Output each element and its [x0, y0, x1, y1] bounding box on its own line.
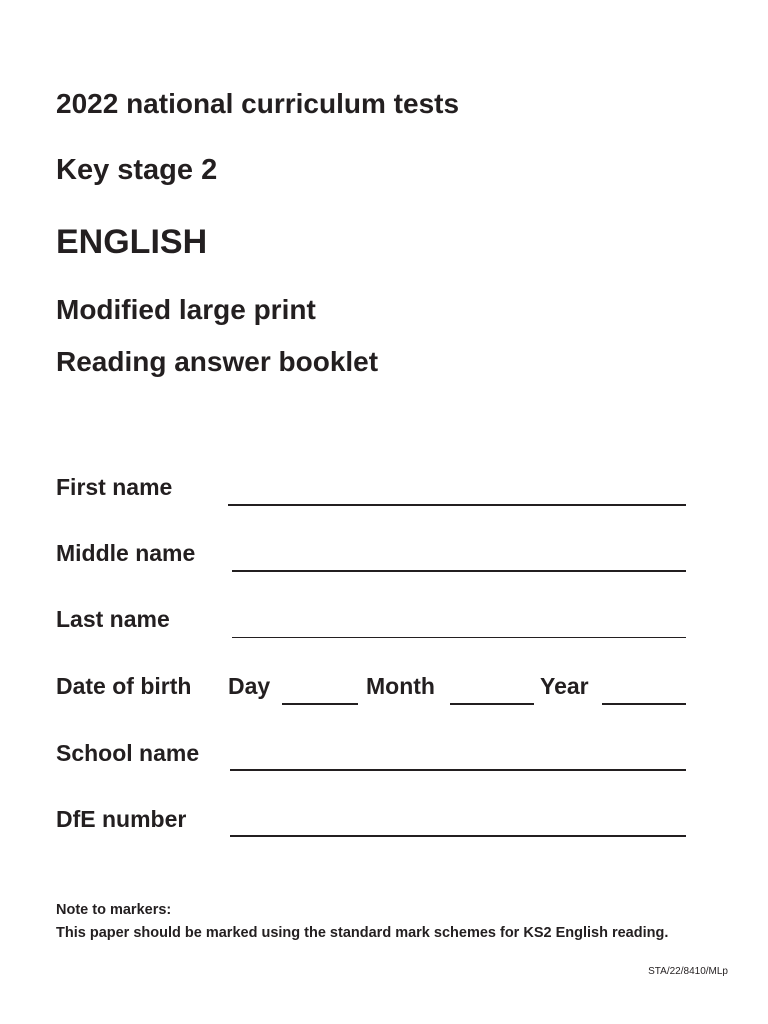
- first-name-label: First name: [56, 474, 173, 500]
- subject-title: ENGLISH: [56, 223, 208, 261]
- format-title: Modified large print: [56, 294, 316, 325]
- first-name-field[interactable]: [228, 504, 686, 506]
- middle-name-label: Middle name: [56, 540, 196, 566]
- day-field[interactable]: [282, 703, 358, 705]
- last-name-label: Last name: [56, 606, 170, 632]
- reference-code: STA/22/8410/MLp: [648, 966, 728, 977]
- school-name-field[interactable]: [230, 769, 686, 771]
- date-of-birth-label: Date of birth: [56, 673, 192, 699]
- year-field[interactable]: [602, 703, 686, 705]
- month-label: Month: [366, 673, 435, 699]
- dfe-number-field[interactable]: [230, 835, 686, 837]
- year-title: 2022 national curriculum tests: [56, 88, 460, 119]
- month-field[interactable]: [450, 703, 534, 705]
- key-stage-title: Key stage 2: [56, 154, 218, 186]
- school-name-label: School name: [56, 740, 200, 766]
- day-label: Day: [228, 673, 271, 699]
- middle-name-field[interactable]: [232, 570, 686, 572]
- booklet-title: Reading answer booklet: [56, 346, 379, 377]
- dfe-number-label: DfE number: [56, 806, 187, 832]
- markers-note-body: This paper should be marked using the standard mark schemes for KS2 English reading.: [56, 925, 669, 941]
- year-label: Year: [540, 673, 589, 699]
- last-name-field[interactable]: [232, 637, 686, 638]
- markers-note-heading: Note to markers:: [56, 902, 172, 918]
